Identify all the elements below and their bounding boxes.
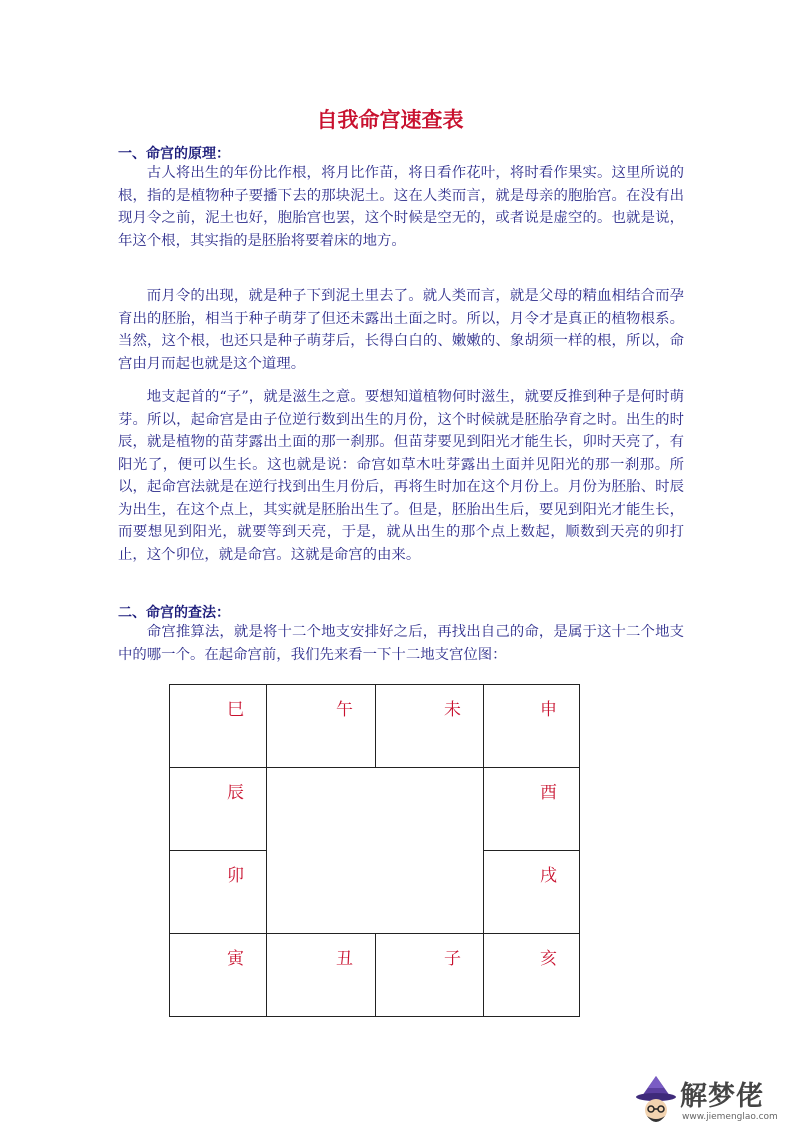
palace-center (266, 767, 484, 934)
paragraph-principle-2: 而月令的出现，就是种子下到泥土里去了。就人类而言，就是父母的精血相结合而孕育出的胚胎，相当于种子萌芽了但还未露出土面之时。所以，月令才是真正的植物根系。当然，这个根，也还只是种子萌芽后，长得白白的、嫩嫩的、象胡须一样的根，所以，命宫由月而起也就是这个道理。 (118, 288, 684, 372)
palace-cell-xu (483, 850, 580, 934)
wizard-hat-icon (634, 1074, 678, 1128)
palace-cell-shen (483, 684, 580, 768)
page-title: 自我命宫速查表 (316, 108, 464, 132)
branch-label: 申 (540, 700, 557, 720)
palace-cell-yin (169, 933, 267, 1017)
branch-label: 巳 (227, 700, 244, 720)
branch-label: 午 (336, 700, 353, 720)
palace-cell-chen (169, 767, 267, 851)
branch-label: 未 (444, 700, 461, 720)
section-heading-principle: 一、命宫的原理： (118, 146, 230, 162)
palace-cell-you (483, 767, 580, 851)
palace-cell-mao (169, 850, 267, 934)
brand-name: 解梦佬 (680, 1081, 764, 1112)
brand-url: www.jiemenglao.com (682, 1112, 778, 1122)
palace-cell-chou (266, 933, 376, 1017)
earthly-branches-grid (169, 684, 580, 1017)
branch-label: 子 (444, 949, 461, 969)
branch-label: 丑 (336, 949, 353, 969)
palace-cell-wei (375, 684, 484, 768)
palace-cell-hai (483, 933, 580, 1017)
branch-label: 辰 (227, 783, 244, 803)
branch-label: 酉 (540, 783, 557, 803)
branch-label: 卯 (227, 866, 244, 886)
section-heading-method: 二、命宫的查法： (118, 605, 230, 621)
palace-cell-wu (266, 684, 376, 768)
site-logo[interactable] (630, 1072, 800, 1132)
branch-label: 寅 (227, 949, 244, 969)
branch-label: 亥 (540, 949, 557, 969)
branch-label: 戌 (540, 866, 557, 886)
paragraph-method: 命宫推算法，就是将十二个地支安排好之后，再找出自己的命，是属于这十二个地支中的哪一个。在起命宫前，我们先来看一下十二地支宫位图： (118, 624, 684, 663)
palace-cell-zi (375, 933, 484, 1017)
palace-cell-si (169, 684, 267, 768)
paragraph-principle-1: 古人将出生的年份比作根，将月比作苗，将日看作花叶，将时看作果实。这里所说的根，指的是植物种子要播下去的那块泥土。这在人类而言，就是母亲的胞胎宫。在没有出现月令之前，泥土也好，胞胎宫也罢，这个时候是空无的，或者说是虚空的。也就是说，年这个根，其实指的是胚胎将要着床的地方。 (118, 165, 684, 249)
paragraph-principle-3: 地支起首的“子”，就是滋生之意。要想知道植物何时滋生，就要反推到种子是何时萌芽。所以，起命宫是由子位逆行数到出生的月份，这个时候就是胚胎孕育之时。出生的时辰，就是植物的苗芽露出土面的那一刹那。但苗芽要见到阳光才能生长，卯时天亮了，有阳光了，便可以生长。这也就是说：命宫如草木吐芽露出土面并见阳光的那一刹那。所以，起命宫法就是在逆行找到出生月份后，再将生时加在这个月份上。月份为胚胎、时辰为出生，在这个点上，其实就是胚胎出生了。但是，胚胎出生后，要见到阳光才能生长，而要想见到阳光，就要等到天亮，于是，就从出生的那个点上数起，顺数到天亮的卯打止，这个卯位，就是命宫。这就是命宫的由来。 (118, 389, 684, 563)
